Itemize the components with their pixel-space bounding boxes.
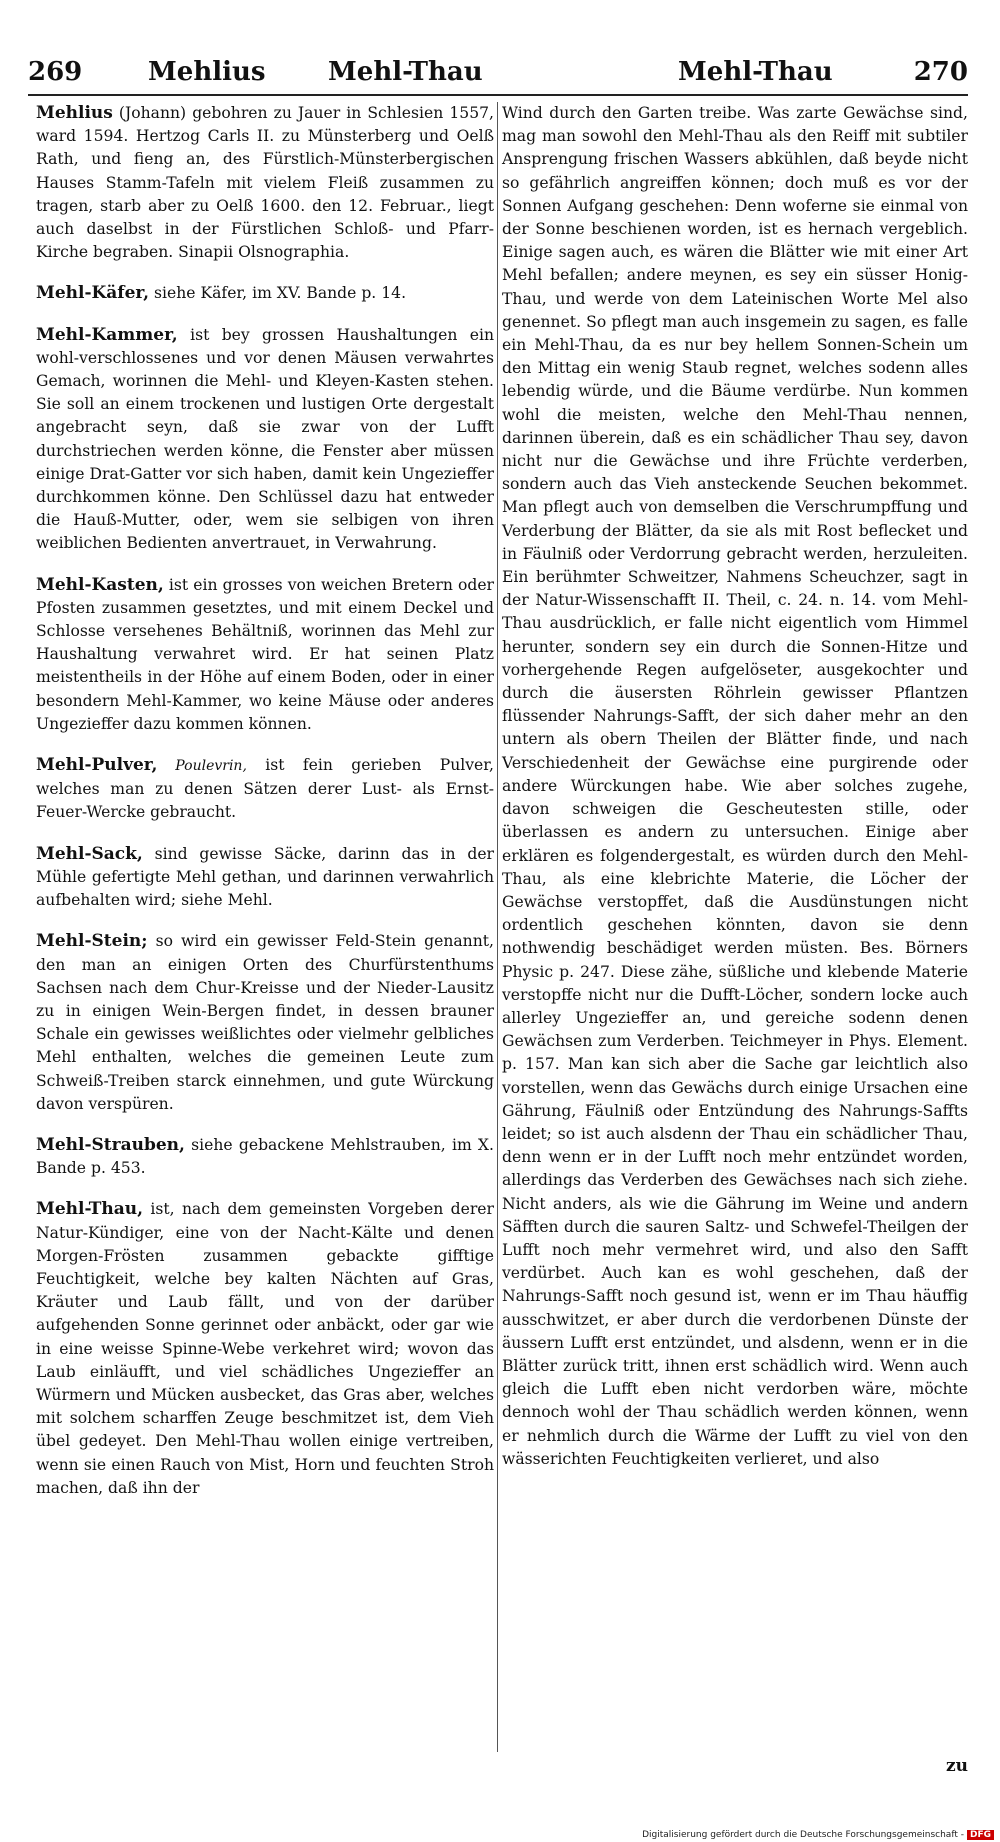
headword: Mehlius xyxy=(36,103,113,123)
entry-text: (Johann) gebohren zu Jauer in Schlesien 1557, ward 1594. Hertzog Carls II. zu Münsterberg und Oelß Rath, und fieng an, des Fürstlich-Münsterbergischen Hauses Stamm-Tafeln mit vielem Fleiß zusammen zu tragen, starb aber zu Oelß 1600. den 12. Februar., liegt auch daselbst in der Fürstlichen Schloß- und Pfarr-Kirche begraben. Sinapii Olsnographia. xyxy=(36,104,494,262)
entry-text: sind gewisse Säcke, darinn das in der Mühle gefertigte Mehl gethan, und darinnen verwahrlich aufbehalten wird; siehe Mehl. xyxy=(36,844,494,910)
entry-text: ist, nach dem gemeinsten Vorgeben derer Natur-Kündiger, eine von der Nacht-Kälte und denen Morgen-Frösten zusammen gebackte gifftige Feuchtigkeit, welche bey kalten Nächten auf Gras, Kräuter und Laub fällt, und von der darüber aufgehenden Sonne gerinnet oder anbäckt, oder gar wie in eine weisse Spinne-Webe verkehret wird; wovon das Laub einläufft, und viel schädliches Ungezieffer an Würmern und Mücken ausbecket, das Gras aber, welches mit solchem scharffen Zeuge beschmitzet ist, dem Vieh übel gedeyet. Den Mehl-Thau wollen einige vertreiben, wenn sie einen Rauch von Mist, Horn und feuchten Stroh machen, daß ihn der xyxy=(36,1200,494,1497)
running-head-left-2: Mehl-Thau xyxy=(328,57,483,87)
entry-mehl-kaefer xyxy=(36,282,494,305)
entry-text: siehe Käfer, im XV. Bande p. 14. xyxy=(149,284,407,303)
entry-mehl-thau xyxy=(36,1198,494,1500)
headword: Mehl-Sack, xyxy=(36,843,143,864)
entry-text: siehe gebackene Mehlstrauben, im X. Bande p. 453. xyxy=(36,1135,494,1178)
headword: Mehl-Stein; xyxy=(36,931,148,952)
headword: Mehl-Pulver, xyxy=(36,755,158,776)
entry-mehlius xyxy=(36,102,494,264)
entry-italic: Poulevrin, xyxy=(157,758,247,775)
entry-text: ist fein gerieben Pulver, welches man zu denen Sätzen derer Lust- als Ernst-Feuer-Wercke gebraucht. xyxy=(36,756,494,822)
digitization-footer xyxy=(0,1828,1000,1842)
page-header xyxy=(28,52,968,92)
entry-mehl-strauben xyxy=(36,1134,494,1180)
page-number-left: 269 xyxy=(28,57,83,87)
headword: Mehl-Kammer, xyxy=(36,324,178,345)
footer-text: Digitalisierung gefördert durch die Deutsche Forschungsgemeinschaft - xyxy=(642,1830,964,1840)
entry-text: ist bey grossen Haushaltungen ein wohl-verschlossenes und vor denen Mäusen verwahrtes Gemach, worinnen die Mehl- und Kleyen-Kasten stehen. Sie soll an einem trockenen und lustigen Orte dergestalt angebracht seyn, daß sie zwar von der Lufft durchstriechen werden könne, die Fenster aber müssen einige Drat-Gatter vor sich haben, damit kein Ungezieffer durchkommen könne. Den Schlüssel dazu hat entweder die Hauß-Mutter, oder, wem sie selbigen von ihren weiblichen Bedienten anvertrauet, in Verwahrung. xyxy=(36,325,494,553)
entry-text: ist ein grosses von weichen Bretern oder Pfosten zusammen gesetztes, und mit einem Deckel und Schlosse versehenes Behältniß, worinnen das Mehl zur Haushaltung verwahret wird. Er hat seinen Platz meistentheils in der Höhe auf einem Boden, oder in einer besondern Mehl-Kammer, wo keine Mäuse oder anderes Ungezieffer dazu kommen können. xyxy=(36,575,494,733)
running-head-left-1: Mehlius xyxy=(148,57,266,87)
entry-mehl-sack xyxy=(36,843,494,913)
entry-mehl-kammer xyxy=(36,324,494,556)
header-rule xyxy=(28,94,968,96)
page-number-right: 270 xyxy=(913,57,968,87)
entry-mehl-pulver xyxy=(36,754,494,825)
running-head-right: Mehl-Thau xyxy=(678,57,833,87)
headword: Mehl-Käfer, xyxy=(36,283,150,304)
entry-mehl-stein xyxy=(36,930,494,1116)
entry-mehl-kasten xyxy=(36,574,494,736)
dfg-logo: DFG xyxy=(967,1830,994,1840)
left-column xyxy=(36,102,494,1518)
column-divider xyxy=(497,102,498,1752)
headword: Mehl-Kasten, xyxy=(36,574,164,595)
headword: Mehl-Strauben, xyxy=(36,1134,185,1155)
catchword: zu xyxy=(945,1756,968,1776)
entry-text: so wird ein gewisser Feld-Stein genannt, den man an einigen Orten des Churfürstenthums Sachsen nach dem Chur-Kreisse und der Nieder-Lausitz zu in einigen Wein-Bergen findet, in dessen brauner Schale ein gewisses weißlichtes oder vielmehr gelbliches Mehl enthalten, welches die gemeinen Leute zum Schweiß-Treiben starck einnehmen, und gute Würckung davon verspüren. xyxy=(36,932,494,1113)
headword: Mehl-Thau, xyxy=(36,1199,143,1220)
entry-mehl-thau-continued: Wind durch den Garten treibe. Was zarte Gewächse sind, mag man sowohl den Mehl-Thau als den Reiff mit subtiler Ansprengung frischen Wassers abkühlen, daß beyde nicht so gefährlich angreiffen können; doch muß es vor der Sonnen Aufgang geschehen: Denn woferne sie einmal von der Sonne beschienen worden, ist es hernach vergeblich. Einige sagen auch, es wären die Blätter wie mit einer Art Mehl befallen; andere meynen, es sey ein süsser Honig-Thau, und werde von dem Lateinischen Worte Mel also genennet. So pflegt man auch insgemein zu sagen, es falle ein Mehl-Thau, da es nur bey hellem Sonnen-Schein um den Mittag ein wenig Staub regnet, welches sodenn alles lebendig würde, und die Bäume verdürbe. Nun kommen wohl die meisten, welche den Mehl-Thau nennen, darinnen überein, daß es ein schädlicher Thau sey, davon nicht nur die Gewächse und ihre Früchte verderben, sondern auch das Vieh ansteckende Seuchen bekommet. Man pflegt auch von demselben die Verschrumpffung und Verderbung der Blätter, da sie als mit Rost beflecket und in Fäulniß oder Verdorrung gebracht werden, herzuleiten. Ein berühmter Schweitzer, Nahmens Scheuchzer, sagt in der Natur-Wissenschafft II. Theil, c. 24. n. 14. vom Mehl-Thau ausdrücklich, er falle nicht eigentlich vom Himmel herunter, sondern sey ein durch die Sonnen-Hitze und vorhergehende Regen aufgelöseter, ausgekochter und durch die äusersten Röhrlein gewisser Pflantzen flüssender Nahrungs-Safft, der sich daher mehr an den untern als obern Theilen der Blätter finde, und nach Verschiedenheit der Gewächse eine purgirende oder andere Würckungen habe. Wie aber solches zugehe, davon schweigen die Gescheutesten stille, oder überlassen es andern zu untersuchen. Einige aber erklären es folgendergestalt, es würden durch den Mehl-Thau, als eine klebrichte Materie, die Löcher der Gewächse verstopffet, daß die Ausdünstungen nicht ordentlich geschehen könnten, davon sie denn nothwendig beschädiget werden müsten. Bes. Börners Physic p. 247. Diese zähe, süßliche und klebende Materie verstopffe nicht nur die Dufft-Löcher, sondern locke auch allerley Ungezieffer an, und gereiche sodenn denen Gewächsen zum Verderben. Teichmeyer in Phys. Element. p. 157. Man kan sich aber die Sache gar leichtlich also vorstellen, wenn das Gewächs durch einige Ursachen eine Gährung, Fäulniß oder Entzündung des Nahrungs-Saffts leidet; so ist auch alsdenn der Thau ein schädlicher Thau, denn wenn er in der Lufft noch mehr entzündet worden, allerdings das Verderben des Gewächses nach sich ziehe. Nicht anders, als wie die Gährung im Weine und andern Säfften durch die sauren Saltz- und Schwefel-Theilgen der Lufft noch mehr vermehret wird, und also den Safft verdürbet. Auch kan es wohl geschehen, daß der Nahrungs-Safft noch gesund ist, wenn er im Thau häuffig ausschwitzet, er aber durch die verdorbenen Dünste der äussern Lufft erst entzündet, und alsdenn, wenn er in die Blätter zurück tritt, ihnen erst schädlich wird. Wenn auch gleich die Lufft eben nicht verdorben wäre, möchte dennoch wohl der Thau schädlich werden können, wenn er nehmlich durch die Wärme der Lufft zu viel von den wässerichten Feuchtigkeiten verlieret, und also xyxy=(502,104,968,1468)
right-column xyxy=(502,102,968,1471)
